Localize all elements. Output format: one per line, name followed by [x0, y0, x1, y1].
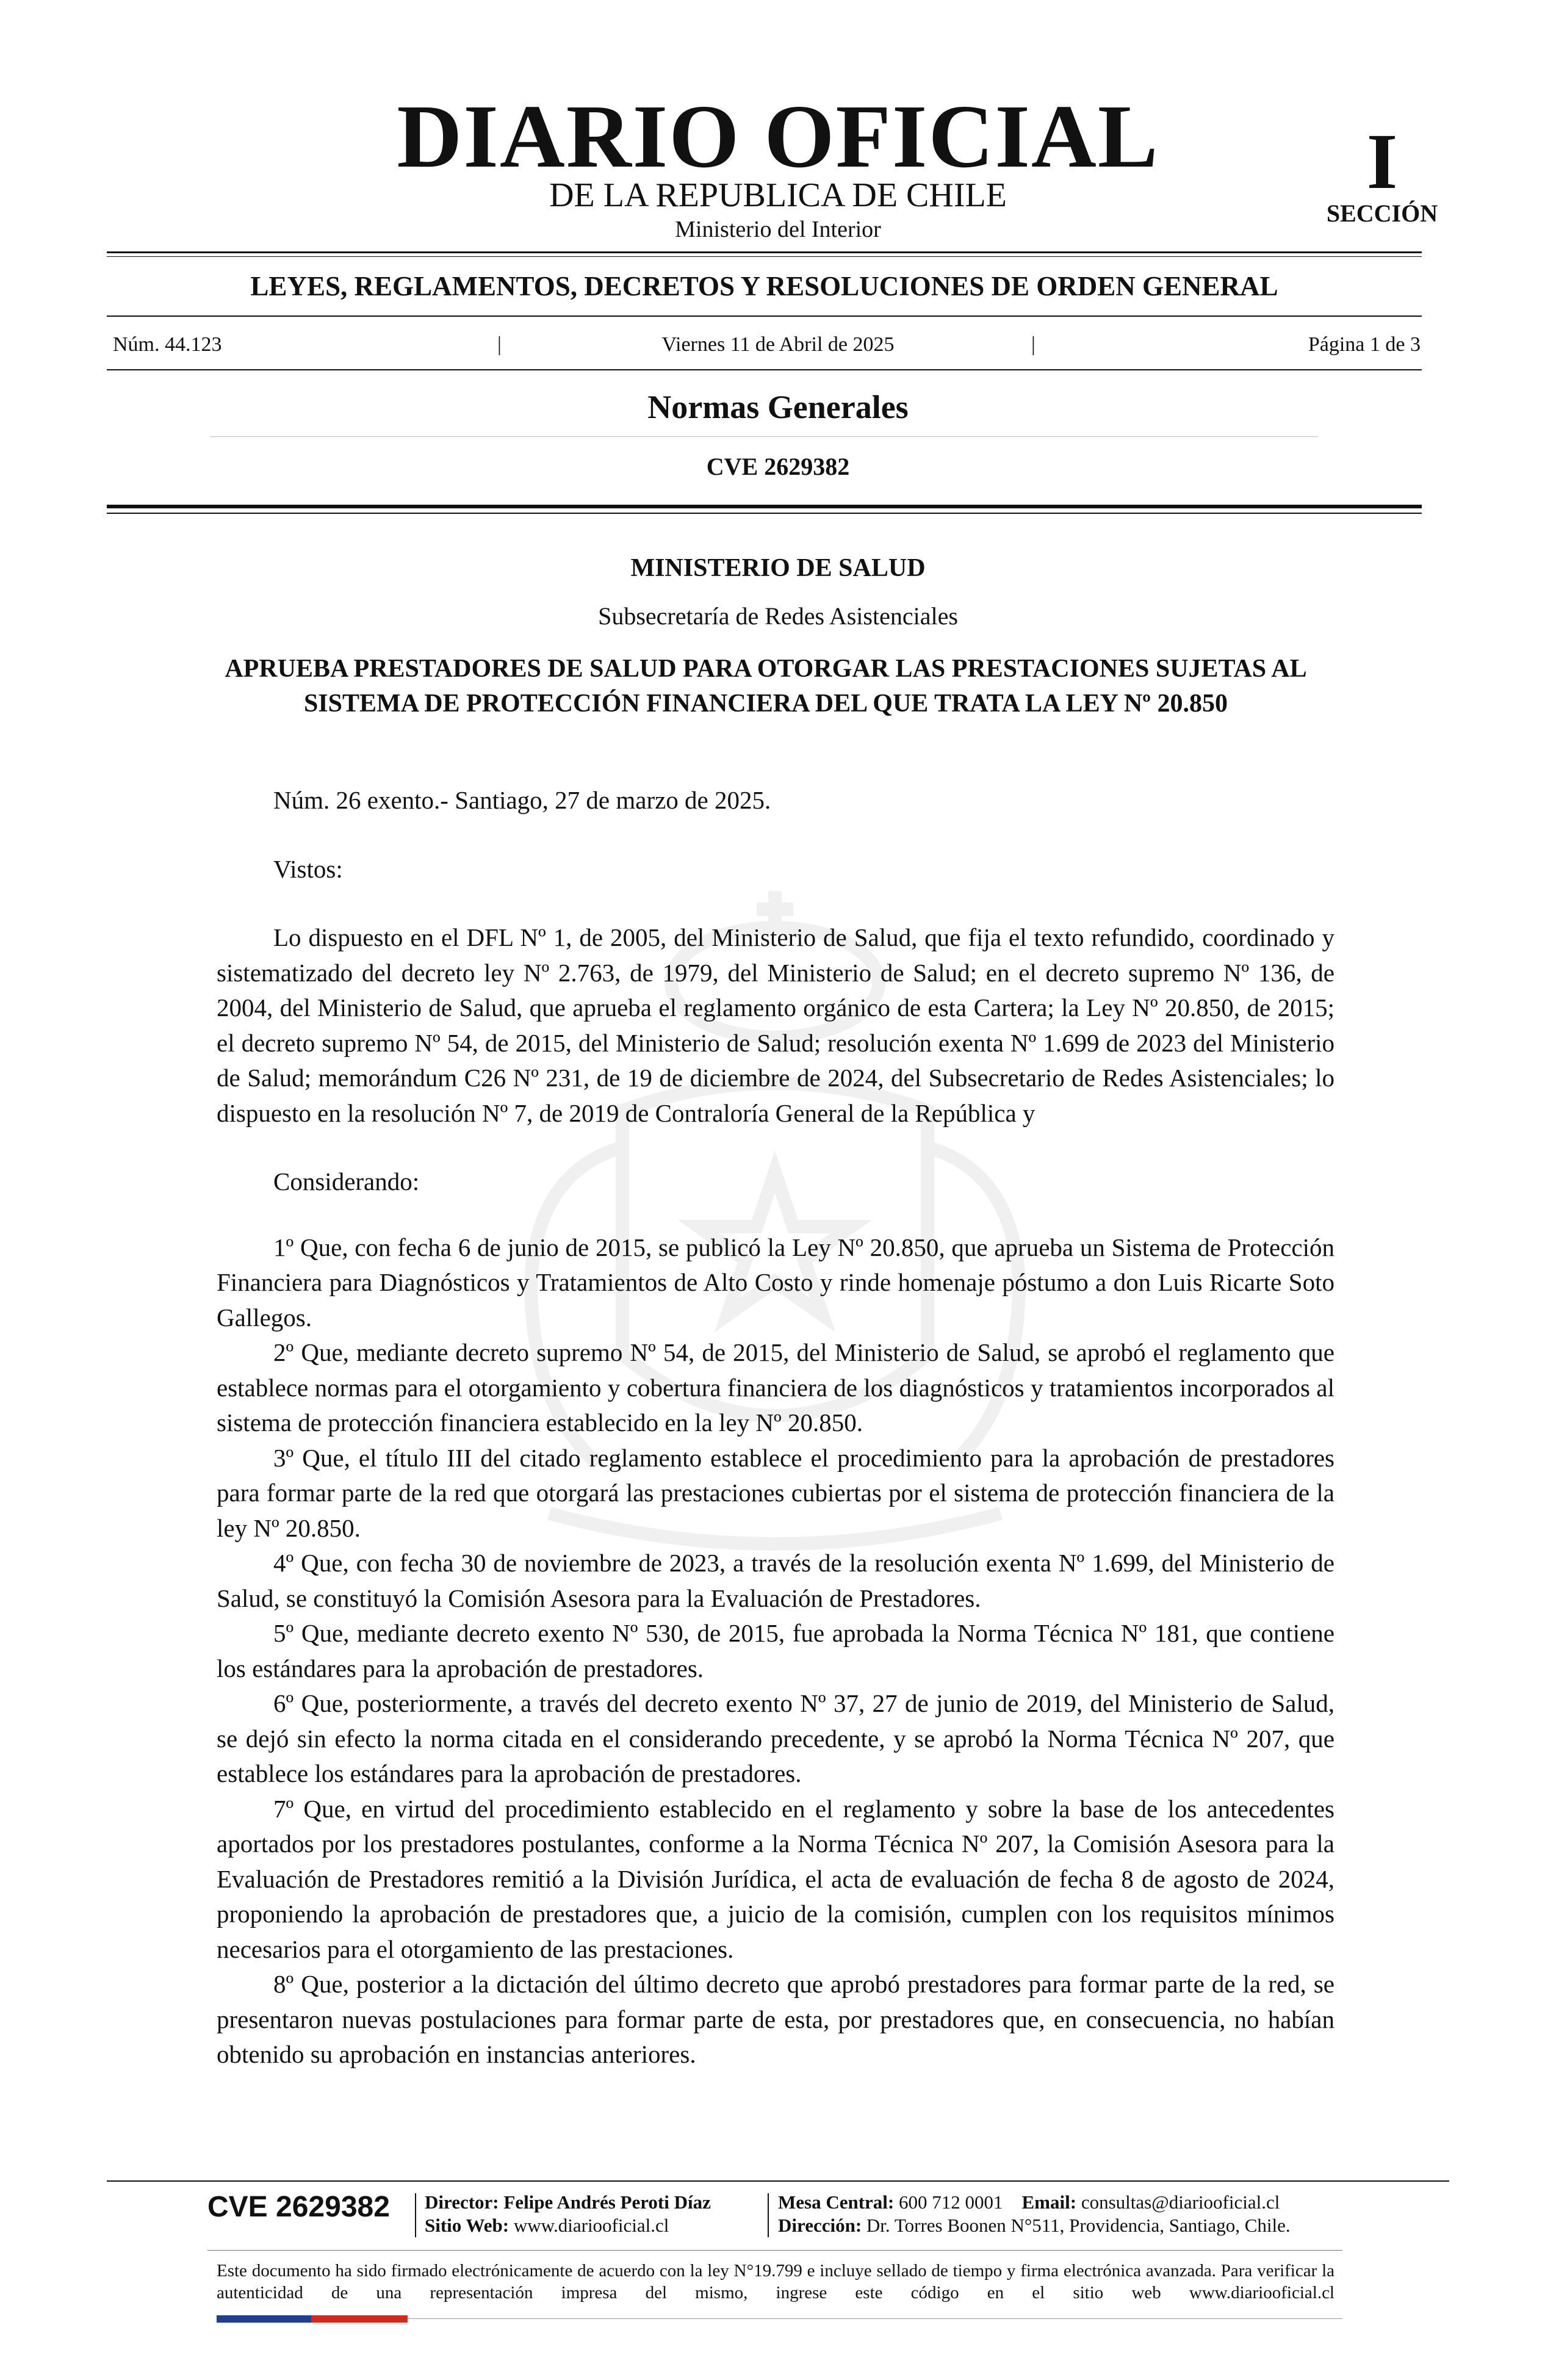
- considerando-paragraph: 4º Que, con fecha 30 de noviembre de 2023, a través de la resolución exenta Nº 1.699, del Ministerio de Salud, se constituyó la Comisión Asesora para la Evaluación de Prestadores.: [217, 1549, 1334, 1612]
- divider: [107, 505, 1422, 508]
- considerando-paragraph: 5º Que, mediante decreto exento Nº 530, de 2015, fue aprobada la Norma Técnica Nº 181, que contiene los estándares para la aprobación de prestadores.: [217, 1619, 1334, 1682]
- considerando-paragraph: 6º Que, posteriormente, a través del decreto exento Nº 37, 27 de junio de 2019, del Ministerio de Salud, se dejó sin efecto la norma citada en el considerando precedente, y se aprobó la Norma Técnica Nº 207, que establece los estándares para la aprobación de prestadores.: [217, 1689, 1334, 1787]
- address-text: Dr. Torres Boonen N°511, Providencia, Santiago, Chile.: [866, 2215, 1291, 2236]
- page-indicator: Página 1 de 3: [1308, 333, 1421, 356]
- vistos-paragraph: Lo dispuesto en el DFL Nº 1, de 2005, del Ministerio de Salud, que fija el texto refundido, coordinado y sistematizado del decreto ley Nº 2.763, de 1979, del Ministerio de Salud; en el decreto supremo Nº 136, de 2004, del Ministerio de Salud, que aprueba el reglamento orgánico de esta Cartera; la Ley Nº 20.850, de 2015; el decreto supremo Nº 54, de 2015, del Ministerio de Salud; resolución exenta Nº 1.699 de 2023 del Ministerio de Salud; memorándum C26 Nº 231, de 19 de diciembre de 2024, del Subsecretario de Redes Asistenciales; lo dispuesto en la resolución Nº 7, de 2019 de Contraloría General de la República y: [217, 923, 1334, 1127]
- director-label: Director:: [425, 2191, 499, 2213]
- subsecretaria-heading: Subsecretaría de Redes Asistenciales: [598, 602, 958, 630]
- decree-number-line: Núm. 26 exento.- Santiago, 27 de marzo de 2025.: [273, 786, 771, 814]
- flag-stripe-blue: [217, 2315, 311, 2323]
- section-numeral: I: [1366, 118, 1398, 206]
- considerando-paragraph: 1º Que, con fecha 6 de junio de 2015, se publicó la Ley Nº 20.850, que aprueba un Sistema de Protección Financiera para Diagnósticos y Tratamientos de Alto Costo y rinde homenaje póstumo a don Luis Ricarte Soto Gallegos.: [217, 1233, 1334, 1332]
- vistos-label: Vistos:: [273, 854, 343, 883]
- considerando-paragraph: 3º Que, el título III del citado reglamento establece el procedimiento para la aprobación de prestadores para formar parte de la red que otorgará las prestaciones cubiertas por el sistema de protección financiera de la ley Nº 20.850.: [217, 1443, 1334, 1542]
- divider: [107, 513, 1422, 514]
- category-heading: LEYES, REGLAMENTOS, DECRETOS Y RESOLUCIONES DE ORDEN GENERAL: [250, 271, 1278, 301]
- email-link[interactable]: consultas@diariooficial.cl: [1081, 2191, 1280, 2213]
- norms-title: Normas Generales: [647, 389, 909, 425]
- considerando-paragraph: 2º Que, mediante decreto supremo Nº 54, de 2015, del Ministerio de Salud, se aprobó el reglamento que establece normas para el otorgamiento y cobertura financiera de los diagnósticos y tratamientos incorporados al sistema de protección financiera establecido en la ley Nº 20.850.: [217, 1338, 1334, 1437]
- phone-number: 600 712 0001: [899, 2191, 1003, 2213]
- divider: [211, 436, 1318, 437]
- phone-label: Mesa Central:: [778, 2191, 895, 2213]
- newspaper-ministry: Ministerio del Interior: [675, 217, 881, 242]
- info-separator: |: [497, 333, 502, 356]
- considerando-label: Considerando:: [273, 1167, 420, 1195]
- considerando-paragraph: 8º Que, posterior a la dictación del último decreto que aprobó prestadores para formar parte de la red, se presentaron nuevas postulaciones para formar parte de esta, por prestadores que, en consecuencia, no habían obtenido su aprobación en instancias anteriores.: [217, 1970, 1334, 2068]
- decree-title: APRUEBA PRESTADORES DE SALUD PARA OTORGAR LAS PRESTACIONES SUJETAS AL SISTEMA DE PROTECCIÓN FINANCIERA DEL QUE TRATA LA LEY Nº 20.850: [225, 655, 1307, 718]
- website-link[interactable]: www.diariooficial.cl: [513, 2215, 669, 2236]
- footer-divider: [408, 2318, 1342, 2319]
- issue-number: Núm. 44.123: [113, 333, 222, 356]
- footer-cve-code: CVE 2629382: [207, 2191, 390, 2223]
- info-separator: |: [1031, 333, 1036, 356]
- decree-body: [217, 783, 1334, 2072]
- address-label: Dirección:: [778, 2215, 862, 2236]
- divider: [107, 256, 1422, 257]
- issue-date: Viernes 11 de Abril de 2025: [661, 333, 895, 356]
- newspaper-title: DIARIO OFICIAL: [397, 87, 1159, 187]
- newspaper-subtitle: DE LA REPUBLICA DE CHILE: [549, 176, 1007, 214]
- footer-director-block: [425, 2191, 711, 2237]
- divider: [107, 369, 1422, 370]
- website-label: Sitio Web:: [425, 2215, 510, 2236]
- footer-contact-block: [778, 2191, 1291, 2237]
- ministry-heading: MINISTERIO DE SALUD: [630, 554, 926, 582]
- considerando-paragraph: 7º Que, en virtud del procedimiento establecido en el reglamento y sobre la base de los antecedentes aportados por los prestadores postulantes, conforme a la Norma Técnica Nº 207, la Comisión Asesora para la Evaluación de Prestadores remitió a la División Jurídica, el acta de evaluación de fecha 8 de agosto de 2024, proponiendo la aprobación de prestadores que, a juicio de la comisión, cumplen con los requisitos mínimos necesarios para el otorgamiento de las prestaciones.: [217, 1794, 1334, 1963]
- divider: [107, 251, 1422, 253]
- footer-separator: [768, 2193, 769, 2237]
- email-label: Email:: [1021, 2191, 1077, 2213]
- director-name: Felipe Andrés Peroti Díaz: [503, 2191, 711, 2213]
- footer-divider: [207, 2250, 1342, 2251]
- flag-stripe-red: [311, 2315, 408, 2323]
- section-label: SECCIÓN: [1326, 200, 1438, 227]
- footer-separator: [415, 2193, 416, 2237]
- divider: [107, 316, 1422, 317]
- cve-code: CVE 2629382: [706, 453, 850, 480]
- footer-disclaimer: Este documento ha sido firmado electrónicamente de acuerdo con la ley N°19.799 e incluye sellado de tiempo y firma electrónica avanzada. Para verificar la autenticidad de una representación impresa del mismo, ingrese este código en el sitio web www.diariooficial.cl: [217, 2261, 1334, 2302]
- footer-divider: [107, 2180, 1449, 2182]
